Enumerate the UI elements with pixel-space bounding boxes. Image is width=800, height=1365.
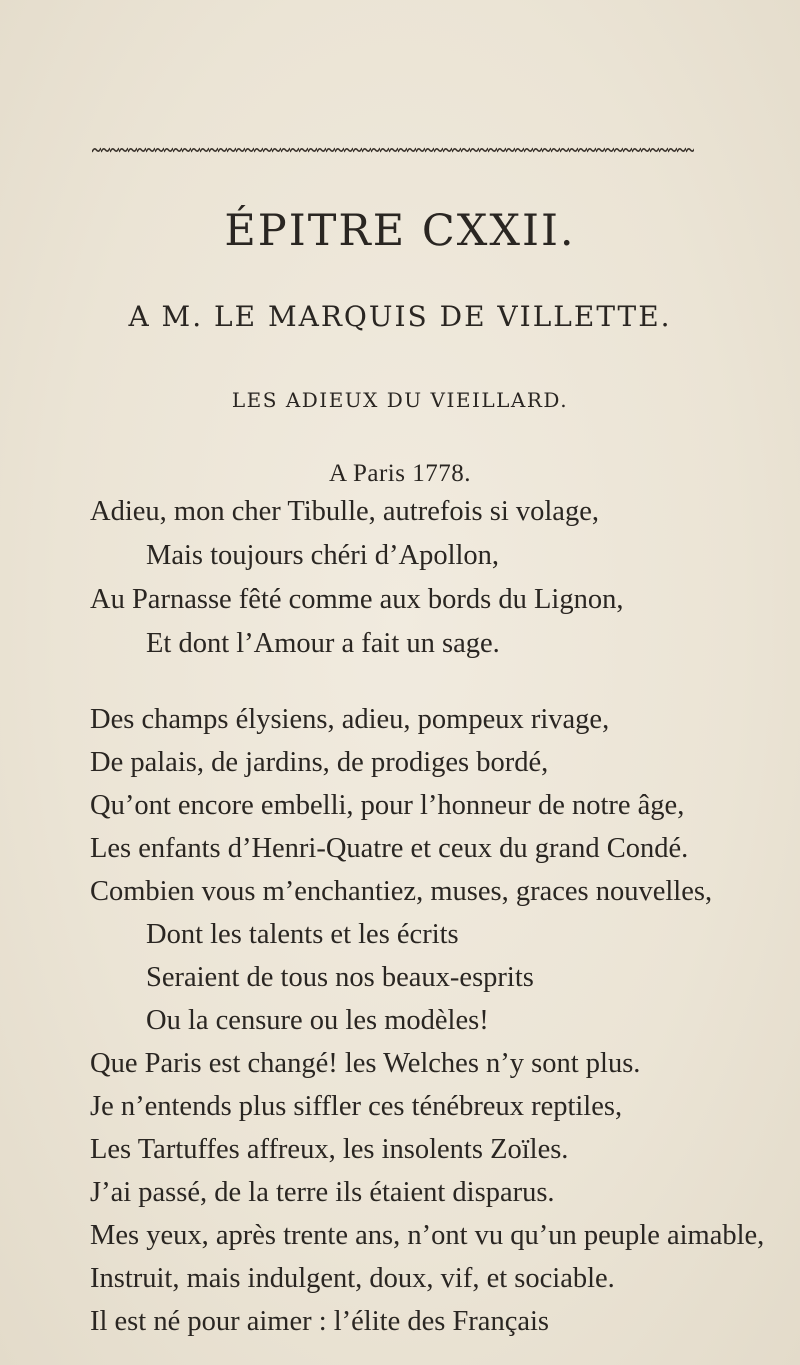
verse-line: J’ai passé, de la terre ils étaient disparus. [90,1177,555,1208]
verse-line: De palais, de jardins, de prodiges bordé, [90,747,549,778]
verse-line: Mais toujours chéri d’Apollon, [146,540,500,571]
verse-line: Il est né pour aimer : l’élite des Français [90,1306,550,1337]
verse-line: Les Tartuffes affreux, les insolents Zoïles. [90,1134,569,1165]
verse-line: Que Paris est changé! les Welches n’y sont plus. [90,1048,641,1079]
verse-line: Instruit, mais indulgent, doux, vif, et sociable. [90,1263,615,1294]
poem-subtitle: LES ADIEUX DU VIEILLARD. [231,388,569,412]
dedication-line: A M. LE MARQUIS DE VILLETTE. [128,300,672,333]
verse-line: Qu’ont encore embelli, pour l’honneur de notre âge, [90,790,685,821]
verse-line: Seraient de tous nos beaux-esprits [146,962,534,993]
verse-line: Combien vous m’enchantiez, muses, graces nouvelles, [90,876,713,907]
verse-line: Mes yeux, après trente ans, n’ont vu qu’un peuple aimable, [90,1220,765,1251]
verse-line: Adieu, mon cher Tibulle, autrefois si volage, [90,496,599,527]
verse-line: Les enfants d’Henri-Quatre et ceux du grand Condé. [90,833,689,864]
verse-line: Des champs élysiens, adieu, pompeux rivage, [90,704,610,735]
verse-line: Au Parnasse fêté comme aux bords du Lignon, [90,584,624,615]
epistle-title: ÉPITRE CXXII. [224,206,576,256]
verse-line: Ou la censure ou les modèles! [146,1005,489,1036]
verse-line: Et dont l’Amour a fait un sage. [146,628,500,659]
verse-line: Je n’entends plus siffler ces ténébreux reptiles, [90,1091,623,1122]
verse-line: Dont les talents et les écrits [146,919,459,950]
place-and-date: A Paris 1778. [329,460,471,487]
